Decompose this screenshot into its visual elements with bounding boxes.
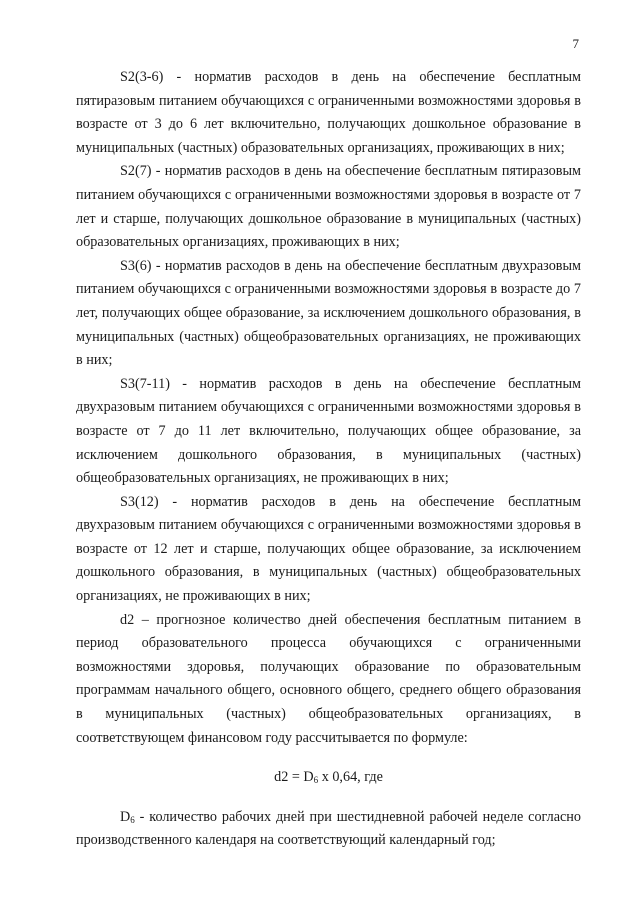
- definition-text: - количество рабочих дней при шестидневной рабочей неделе согласно производственного календаря на соответствующий календарный год;: [76, 808, 581, 849]
- formula-d2: [76, 766, 581, 790]
- formula-subscript: 6: [313, 775, 319, 786]
- paragraph-s2-7: S2(7) - норматив расходов в день на обеспечение бесплатным пятиразовым питанием обучающихся с ограниченными возможностями здоровья в возрасте от 7 лет и старше, получающих дошкольное образование в муниципальных (частных) образовательных организациях, проживающих в них;: [76, 163, 581, 251]
- definition-symbol: D: [120, 808, 131, 825]
- definition-subscript: 6: [130, 814, 135, 825]
- paragraph-d2: d2 – прогнозное количество дней обеспечения бесплатным питанием в период образовательного процесса обучающихся с ограниченными возможностями здоровья, получающих образование по образовательным программам начального общего, основного общего, среднего общего образования в муниципальных (частных) общеобразовательных организациях, в соответствующем финансовом году рассчитывается по формуле:: [76, 611, 581, 746]
- paragraph-s2-3-6: S2(3-6) - норматив расходов в день на обеспечение бесплатным пятиразовым питанием обучающихся с ограниченными возможностями здоровья в возрасте от 3 до 6 лет включительно, получающих дошкольное образование в муниципальных (частных) образовательных организациях, проживающих в них;: [76, 69, 581, 156]
- paragraph-s3-7-11: S3(7-11) - норматив расходов в день на обеспечение бесплатным двухразовым питанием обучающихся с ограниченными возможностями здоровья в возрасте от 7 до 11 лет включительно, получающих общее образование, за исключением дошкольного образования, в муниципальных (частных) общеобразовательных организациях, не проживающих в них;: [76, 375, 581, 487]
- formula-lhs: d2 = D: [274, 769, 314, 786]
- paragraph-s3-12: S3(12) - норматив расходов в день на обеспечение бесплатным двухразовым питанием обучающихся с ограниченными возможностями здоровья в возрасте от 12 лет и старше, получающих общее образование, за исключением дошкольного образования, в муниципальных (частных) общеобразовательных организациях, не проживающих в них;: [76, 493, 581, 605]
- paragraph-d6-definition: [76, 806, 581, 853]
- document-body: [76, 66, 581, 853]
- page-number: 7: [572, 36, 579, 51]
- paragraph-s3-6: S3(6) - норматив расходов в день на обеспечение бесплатным двухразовым питанием обучающихся с ограниченными возможностями здоровья в возрасте до 7 лет, получающих общее образование, за исключением дошкольного образования, в муниципальных (частных) общеобразовательных организациях, не проживающих в них;: [76, 257, 581, 369]
- formula-rhs: х 0,64, где: [318, 769, 383, 786]
